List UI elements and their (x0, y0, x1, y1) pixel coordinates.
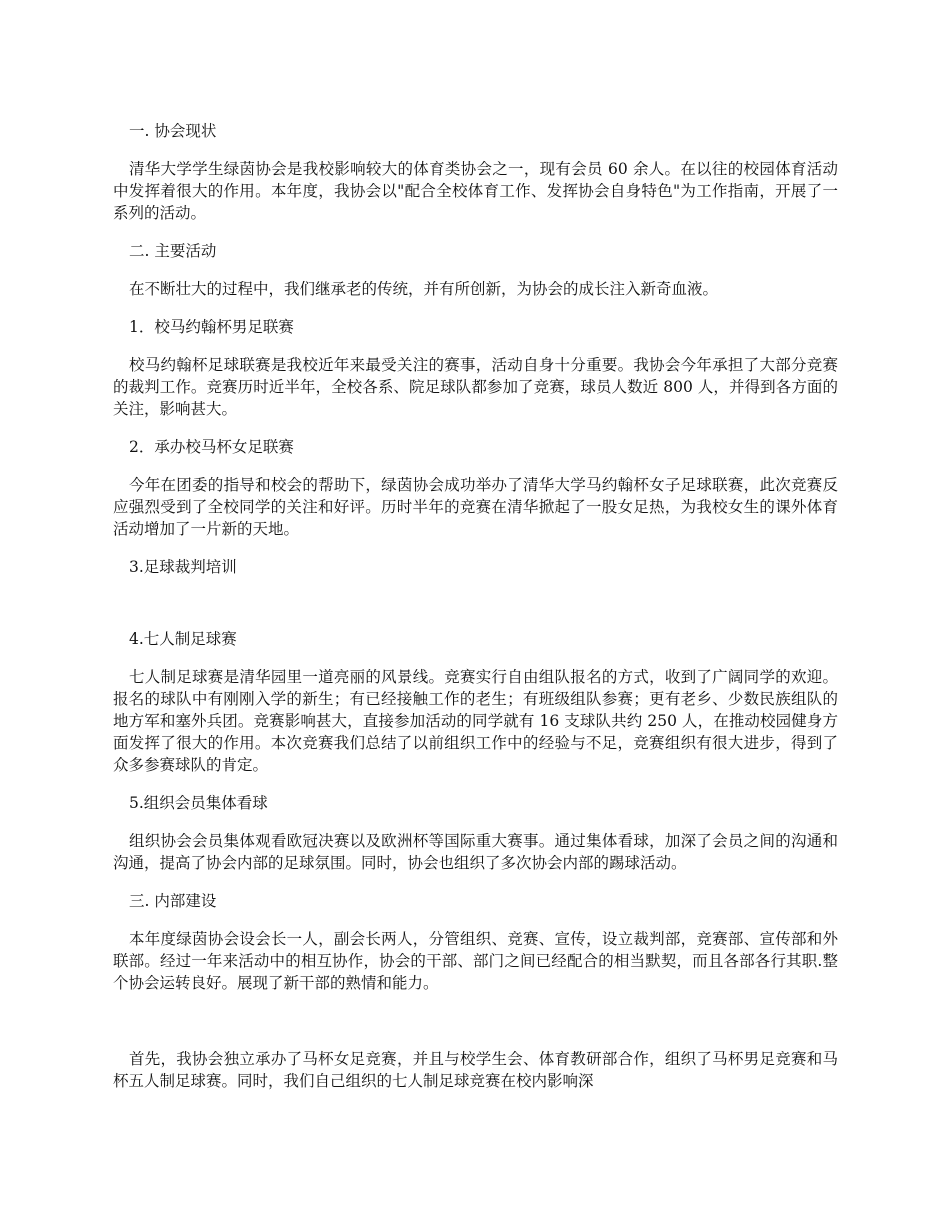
subheading-referee-training: 3.足球裁判培训 (129, 558, 237, 576)
blank-gap-2 (113, 1010, 838, 1048)
paragraph-womens-league: 今年在团委的指导和校会的帮助下，绿茵协会成功举办了清华大学马约翰杯女子足球联赛，此次竞赛反应强烈受到了全校同学的关注和好评。历时半年的竞赛在清华掀起了一股女足热，为我校女生的课外体育活动增加了一片新的天地。 (113, 476, 838, 538)
subheading-group-viewing: 5.组织会员集体看球 (129, 794, 268, 812)
subheading-mens-league: 1．校马约翰杯男足联赛 (129, 318, 294, 336)
paragraph-summary: 首先，我协会独立承办了马杯女足竞赛，并且与校学生会、体育教研部合作，组织了马杯男足竞赛和马杯五人制足球赛。同时，我们自己组织的七人制足球竞赛在校内影响深 (113, 1050, 838, 1090)
paragraph-main-activities: 在不断壮大的过程中，我们继承老的传统，并有所创新，为协会的成长注入新奇血液。 (129, 280, 719, 298)
blank-gap (113, 594, 838, 628)
section-heading-1: 一. 协会现状 (129, 122, 217, 140)
document-page (113, 120, 838, 1108)
paragraph-group-viewing: 组织协会会员集体观看欧冠决赛以及欧洲杯等国际重大赛事。通过集体看球，加深了会员之间的沟通和沟通，提高了协会内部的足球氛围。同时，协会也组织了多次协会内部的踢球活动。 (113, 832, 838, 872)
paragraph-internal-building: 本年度绿茵协会设会长一人，副会长两人，分管组织、竞赛、宣传，设立裁判部，竞赛部、宣传部和外联部。经过一年来活动中的相互协作，协会的干部、部门之间已经配合的相当默契，而且各部各行其职.整个协会运转良好。展现了新干部的熟情和能力。 (113, 930, 838, 992)
subheading-seven-a-side: 4.七人制足球赛 (129, 630, 237, 648)
paragraph-seven-a-side: 七人制足球赛是清华园里一道亮丽的风景线。竞赛实行自由组队报名的方式，收到了广阔同学的欢迎。报名的球队中有刚刚入学的新生；有已经接触工作的老生；有班级组队参赛；更有老乡、少数民族组队的地方军和塞外兵团。竞赛影响甚大，直接参加活动的同学就有 16 支球队共约 250 人，在推动校园健身方面发挥了很大的作用。本次竞赛我们总结了以前组织工作中的经验与不足，竞赛组织有很大进步，得到了众多参赛球队的肯定。 (113, 668, 838, 774)
paragraph-association-status: 清华大学学生绿茵协会是我校影响较大的体育类协会之一，现有会员 60 余人。在以往的校园体育活动中发挥着很大的作用。本年度，我协会以"配合全校体育工作、发挥协会自身特色"为工作指南，开展了一系列的活动。 (113, 160, 838, 222)
section-heading-3: 三. 内部建设 (129, 892, 217, 910)
section-heading-2: 二. 主要活动 (129, 242, 217, 260)
paragraph-mens-league: 校马约翰杯足球联赛是我校近年来最受关注的赛事，活动自身十分重要。我协会今年承担了大部分竞赛的裁判工作。竞赛历时近半年，全校各系、院足球队都参加了竞赛，球员人数近 800 人，并得到各方面的关注，影响甚大。 (113, 356, 838, 418)
subheading-womens-league: 2．承办校马杯女足联赛 (129, 438, 294, 456)
